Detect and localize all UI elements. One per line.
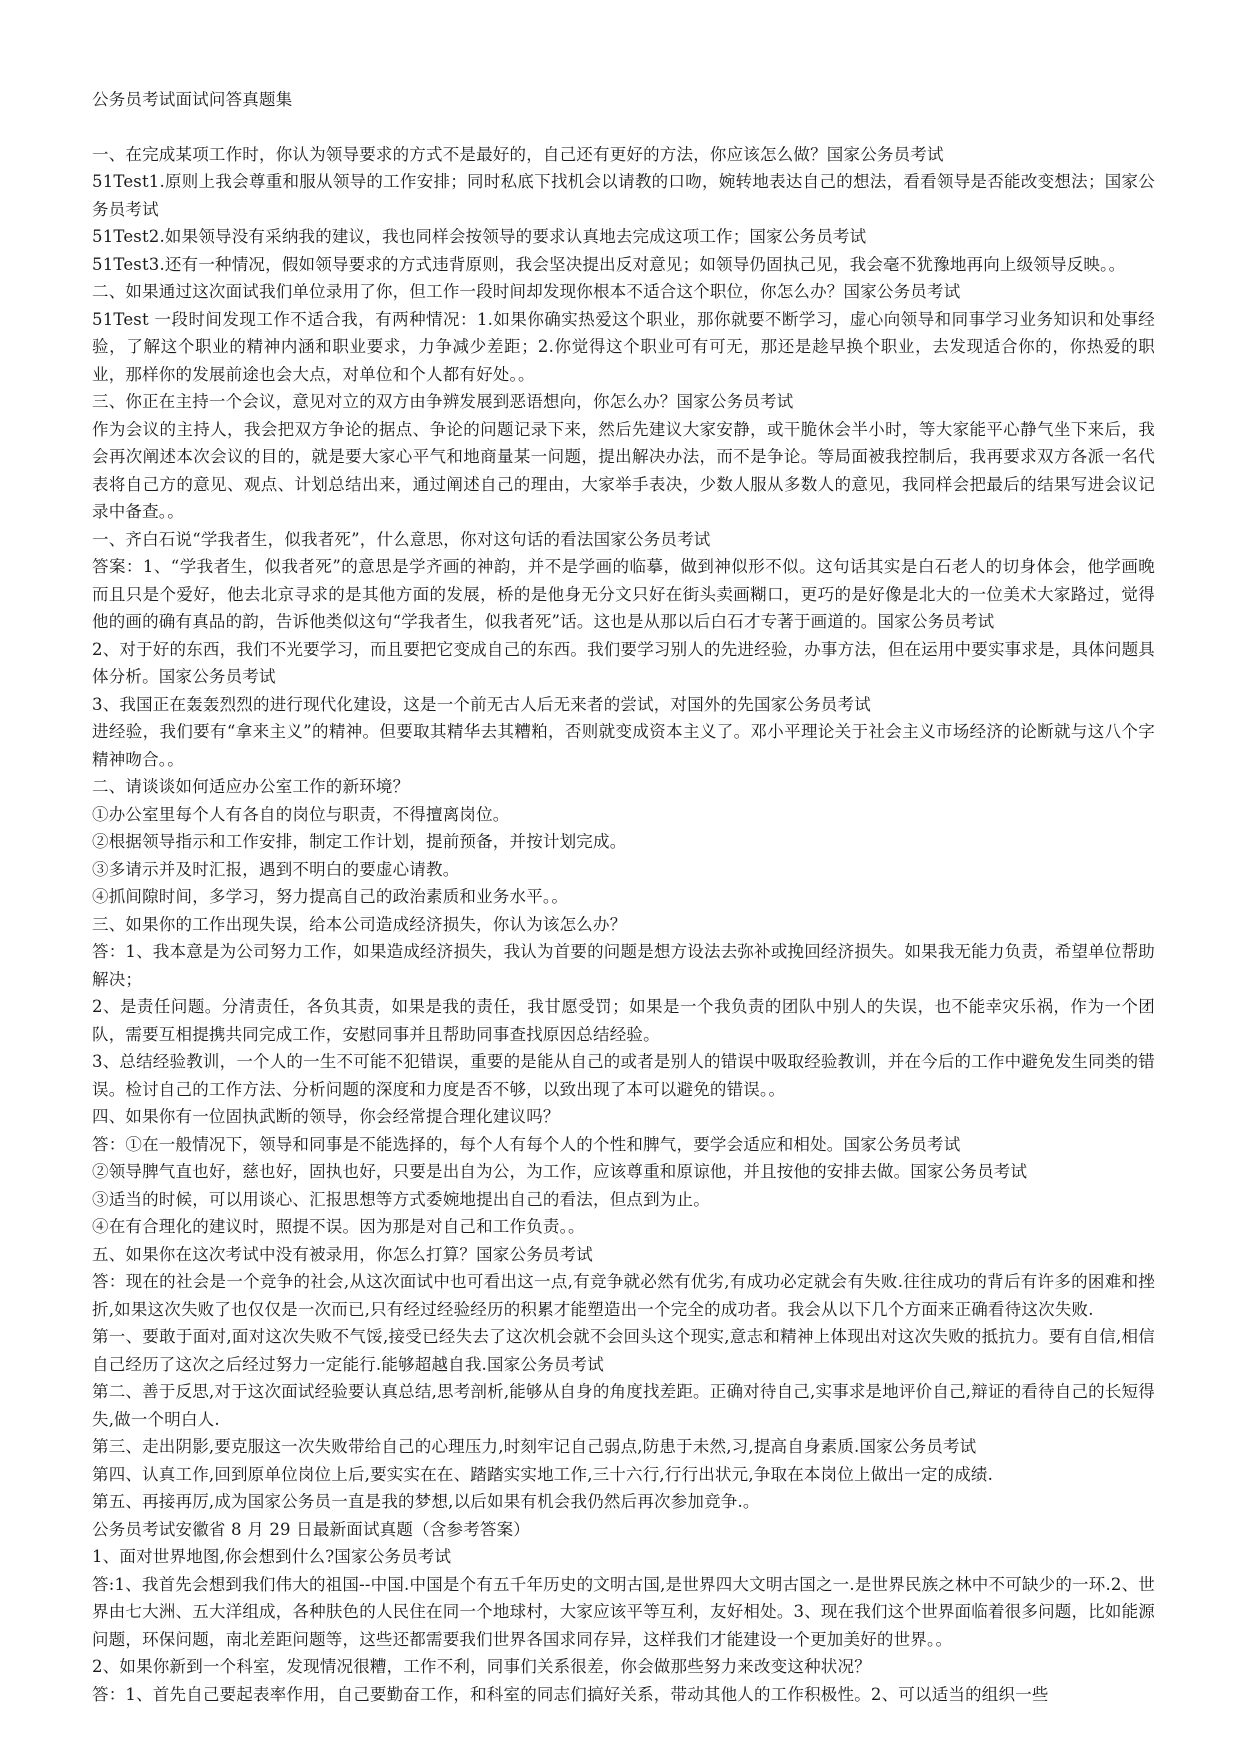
paragraph: 二、请谈谈如何适应办公室工作的新环境？ (92, 777, 410, 796)
paragraph: ①办公室里每个人有各自的岗位与职责，不得擅离岗位。 (92, 804, 510, 824)
paragraph: 2、是责任问题。分清责任，各负其责，如果是我的责任，我甘愿受罚；如果是一个我负责的团队中别人的失误，也不能幸灾乐祸，作为一个团队，需要互相提携共同完成工作，安慰同事并且帮助同事查找原因总结经验。 (92, 997, 1155, 1044)
document-title: 公务员考试面试问答真题集 (92, 90, 293, 109)
paragraph: 3、总结经验教训，一个人的一生不可能不犯错误，重要的是能从自己的或者是别人的错误中吸取经验教训，并在今后的工作中避免发生同类的错误。检讨自己的工作方法、分析问题的深度和力度是否不够，以致出现了本可以避免的错误。。 (92, 1052, 1155, 1099)
paragraph: 进经验，我们要有“拿来主义”的精神。但要取其精华去其糟粕，否则就变成资本主义了。邓小平理论关于社会主义市场经济的论断就与这八个字精神吻合。。 (92, 722, 1155, 769)
paragraph: ②根据领导指示和工作安排，制定工作计划，提前预备，并按计划完成。 (92, 832, 627, 851)
paragraph: 第四、认真工作,回到原单位岗位上后,要实实在在、踏踏实实地工作,三十六行,行行出状元,争取在本岗位上做出一定的成绩. (92, 1464, 994, 1484)
paragraph: 第五、再接再厉,成为国家公务员一直是我的梦想,以后如果有机会我仍然后再次参加竞争.。 (92, 1492, 760, 1511)
paragraph: 二、如果通过这次面试我们单位录用了你，但工作一段时间却发现你根本不适合这个职位，你怎么办？国家公务员考试 (92, 282, 961, 301)
document-body (92, 141, 1155, 1709)
paragraph: 答：1、我本意是为公司努力工作，如果造成经济损失，我认为首要的问题是想方设法去弥补或挽回经济损失。如果我无能力负责，希望单位帮助解决； (92, 942, 1155, 989)
paragraph: ③多请示并及时汇报，遇到不明白的要虚心请教。 (92, 859, 460, 879)
paragraph: 答：现在的社会是一个竞争的社会,从这次面试中也可看出这一点,有竞争就必然有优劣,有成功必定就会有失败.往往成功的背后有许多的困难和挫折,如果这次失败了也仅仅是一次而已,只有经过经验经历的积累才能塑造出一个完全的成功者。我会从以下几个方面来正确看待这次失败. (92, 1272, 1155, 1319)
paragraph: ④在有合理化的建议时，照提不误。因为那是对自己和工作负责。。 (92, 1217, 585, 1236)
paragraph: 四、如果你有一位固执武断的领导，你会经常提合理化建议吗？ (92, 1107, 560, 1126)
paragraph: 三、如果你的工作出现失误，给本公司造成经济损失，你认为该怎么办？ (92, 914, 627, 934)
paragraph: 第二、善于反思,对于这次面试经验要认真总结,思考剖析,能够从自身的角度找差距。正确对待自己,实事求是地评价自己,辩证的看待自己的长短得失,做一个明白人. (92, 1382, 1155, 1429)
paragraph: 一、在完成某项工作时，你认为领导要求的方式不是最好的，自己还有更好的方法，你应该怎么做？国家公务员考试 (92, 144, 944, 164)
paragraph: ④抓间隙时间，多学习，努力提高自己的政治素质和业务水平。。 (92, 887, 569, 906)
paragraph: 3、我国正在轰轰烈烈的进行现代化建设，这是一个前无古人后无来者的尝试，对国外的先国家公务员考试 (92, 694, 871, 714)
paragraph: 2、如果你新到一个科室，发现情况很糟，工作不利，同事们关系很差，你会做那些努力来改变这种状况？ (92, 1657, 871, 1676)
paragraph: ③适当的时候，可以用谈心、汇报思想等方式委婉地提出自己的看法，但点到为止。 (92, 1189, 710, 1209)
paragraph: 答案：1、“学我者生，似我者死”的意思是学齐画的神韵，并不是学画的临摹，做到神似形不似。这句话其实是白石老人的切身体会，他学画晚而且只是个爱好，他去北京寻求的是其他方面的发展，桥的是他身无分文只好在街头卖画糊口，更巧的是好像是北大的一位美术大家路过，觉得他的画的确有真品的韵，告诉他类似这句“学我者生，似我者死”话。这也是从那以后白石才专著于画道的。国家公务员考试 (92, 557, 1155, 631)
paragraph: 51Test2.如果领导没有采纳我的建议，我也同样会按领导的要求认真地去完成这项工作；国家公务员考试 (92, 227, 867, 246)
paragraph: ②领导脾气直也好，慈也好，固执也好，只要是出自为公，为工作，应该尊重和原谅他，并且按他的安排去做。国家公务员考试 (92, 1162, 1028, 1181)
paragraph: 第一、要敢于面对,面对这次失败不气馁,接受已经失去了这次机会就不会回头这个现实,意志和精神上体现出对这次失败的抵抗力。要有自信,相信自己经历了这次之后经过努力一定能行.能够超越自我.国家公务员考试 (92, 1327, 1155, 1374)
paragraph: 作为会议的主持人，我会把双方争论的据点、争论的问题记录下来，然后先建议大家安静，或干脆休会半小时，等大家能平心静气坐下来后，我会再次阐述本次会议的目的，就是要大家心平气和地商量某一问题，提出解决办法，而不是争论。等局面被我控制后，我再要求双方各派一名代表将自己方的意见、观点、计划总结出来，通过阐述自己的理由，大家举手表决，少数人服从多数人的意见，我同样会把最后的结果写进会议记录中备查。。 (92, 419, 1155, 521)
paragraph: 答：1、首先自己要起表率作用，自己要勤奋工作，和科室的同志们搞好关系，带动其他人的工作积极性。2、可以适当的组织一些 (92, 1684, 1049, 1704)
paragraph: 51Test1.原则上我会尊重和服从领导的工作安排；同时私底下找机会以请教的口吻，婉转地表达自己的想法，看看领导是否能改变想法；国家公务员考试 (92, 172, 1155, 219)
paragraph: 公务员考试安徽省 8 月 29 日最新面试真题（含参考答案） (92, 1519, 530, 1539)
document-page (92, 86, 1155, 1708)
paragraph: 51Test3.还有一种情况，假如领导要求的方式违背原则，我会坚决提出反对意见；如领导仍固执己见，我会毫不犹豫地再向上级领导反映。。 (92, 254, 1126, 274)
paragraph: 一、齐白石说“学我者生，似我者死”，什么意思，你对这句话的看法国家公务员考试 (92, 529, 711, 549)
paragraph: 答：①在一般情况下，领导和同事是不能选择的，每个人有每个人的个性和脾气，要学会适应和相处。国家公务员考试 (92, 1134, 961, 1154)
paragraph: 答:1、我首先会想到我们伟大的祖国--中国.中国是个有五千年历史的文明古国,是世界四大文明古国之一.是世界民族之林中不可缺少的一环.2、世界由七大洲、五大洋组成，各种肤色的人民住在同一个地球村，大家应该平等互利，友好相处。3、现在我们这个世界面临着很多问题，比如能源问题，环保问题，南北差距问题等，这些还都需要我们世界各国求同存异，这样我们才能建设一个更加美好的世界。。 (92, 1574, 1155, 1649)
paragraph: 三、你正在主持一个会议，意见对立的双方由争辨发展到恶语想向，你怎么办？国家公务员考试 (92, 392, 794, 411)
paragraph: 2、对于好的东西，我们不光要学习，而且要把它变成自己的东西。我们要学习别人的先进经验，办事方法，但在运用中要实事求是，具体问题具体分析。国家公务员考试 (92, 639, 1155, 686)
paragraph: 五、如果你在这次考试中没有被录用，你怎么打算？国家公务员考试 (92, 1244, 593, 1264)
paragraph: 1、面对世界地图,你会想到什么?国家公务员考试 (92, 1547, 452, 1566)
paragraph: 51Test 一段时间发现工作不适合我，有两种情况：1.如果你确实热爱这个职业，那你就要不断学习，虚心向领导和同事学习业务知识和处事经验，了解这个职业的精神内涵和职业要求，力争减少差距；2.你觉得这个职业可有可无，那还是趁早换个职业，去发现适合你的，你热爱的职业，那样你的发展前途也会大点，对单位和个人都有好处。。 (92, 309, 1155, 384)
paragraph: 第三、走出阴影,要克服这一次失败带给自己的心理压力,时刻牢记自己弱点,防患于未然,习,提高自身素质.国家公务员考试 (92, 1437, 977, 1456)
